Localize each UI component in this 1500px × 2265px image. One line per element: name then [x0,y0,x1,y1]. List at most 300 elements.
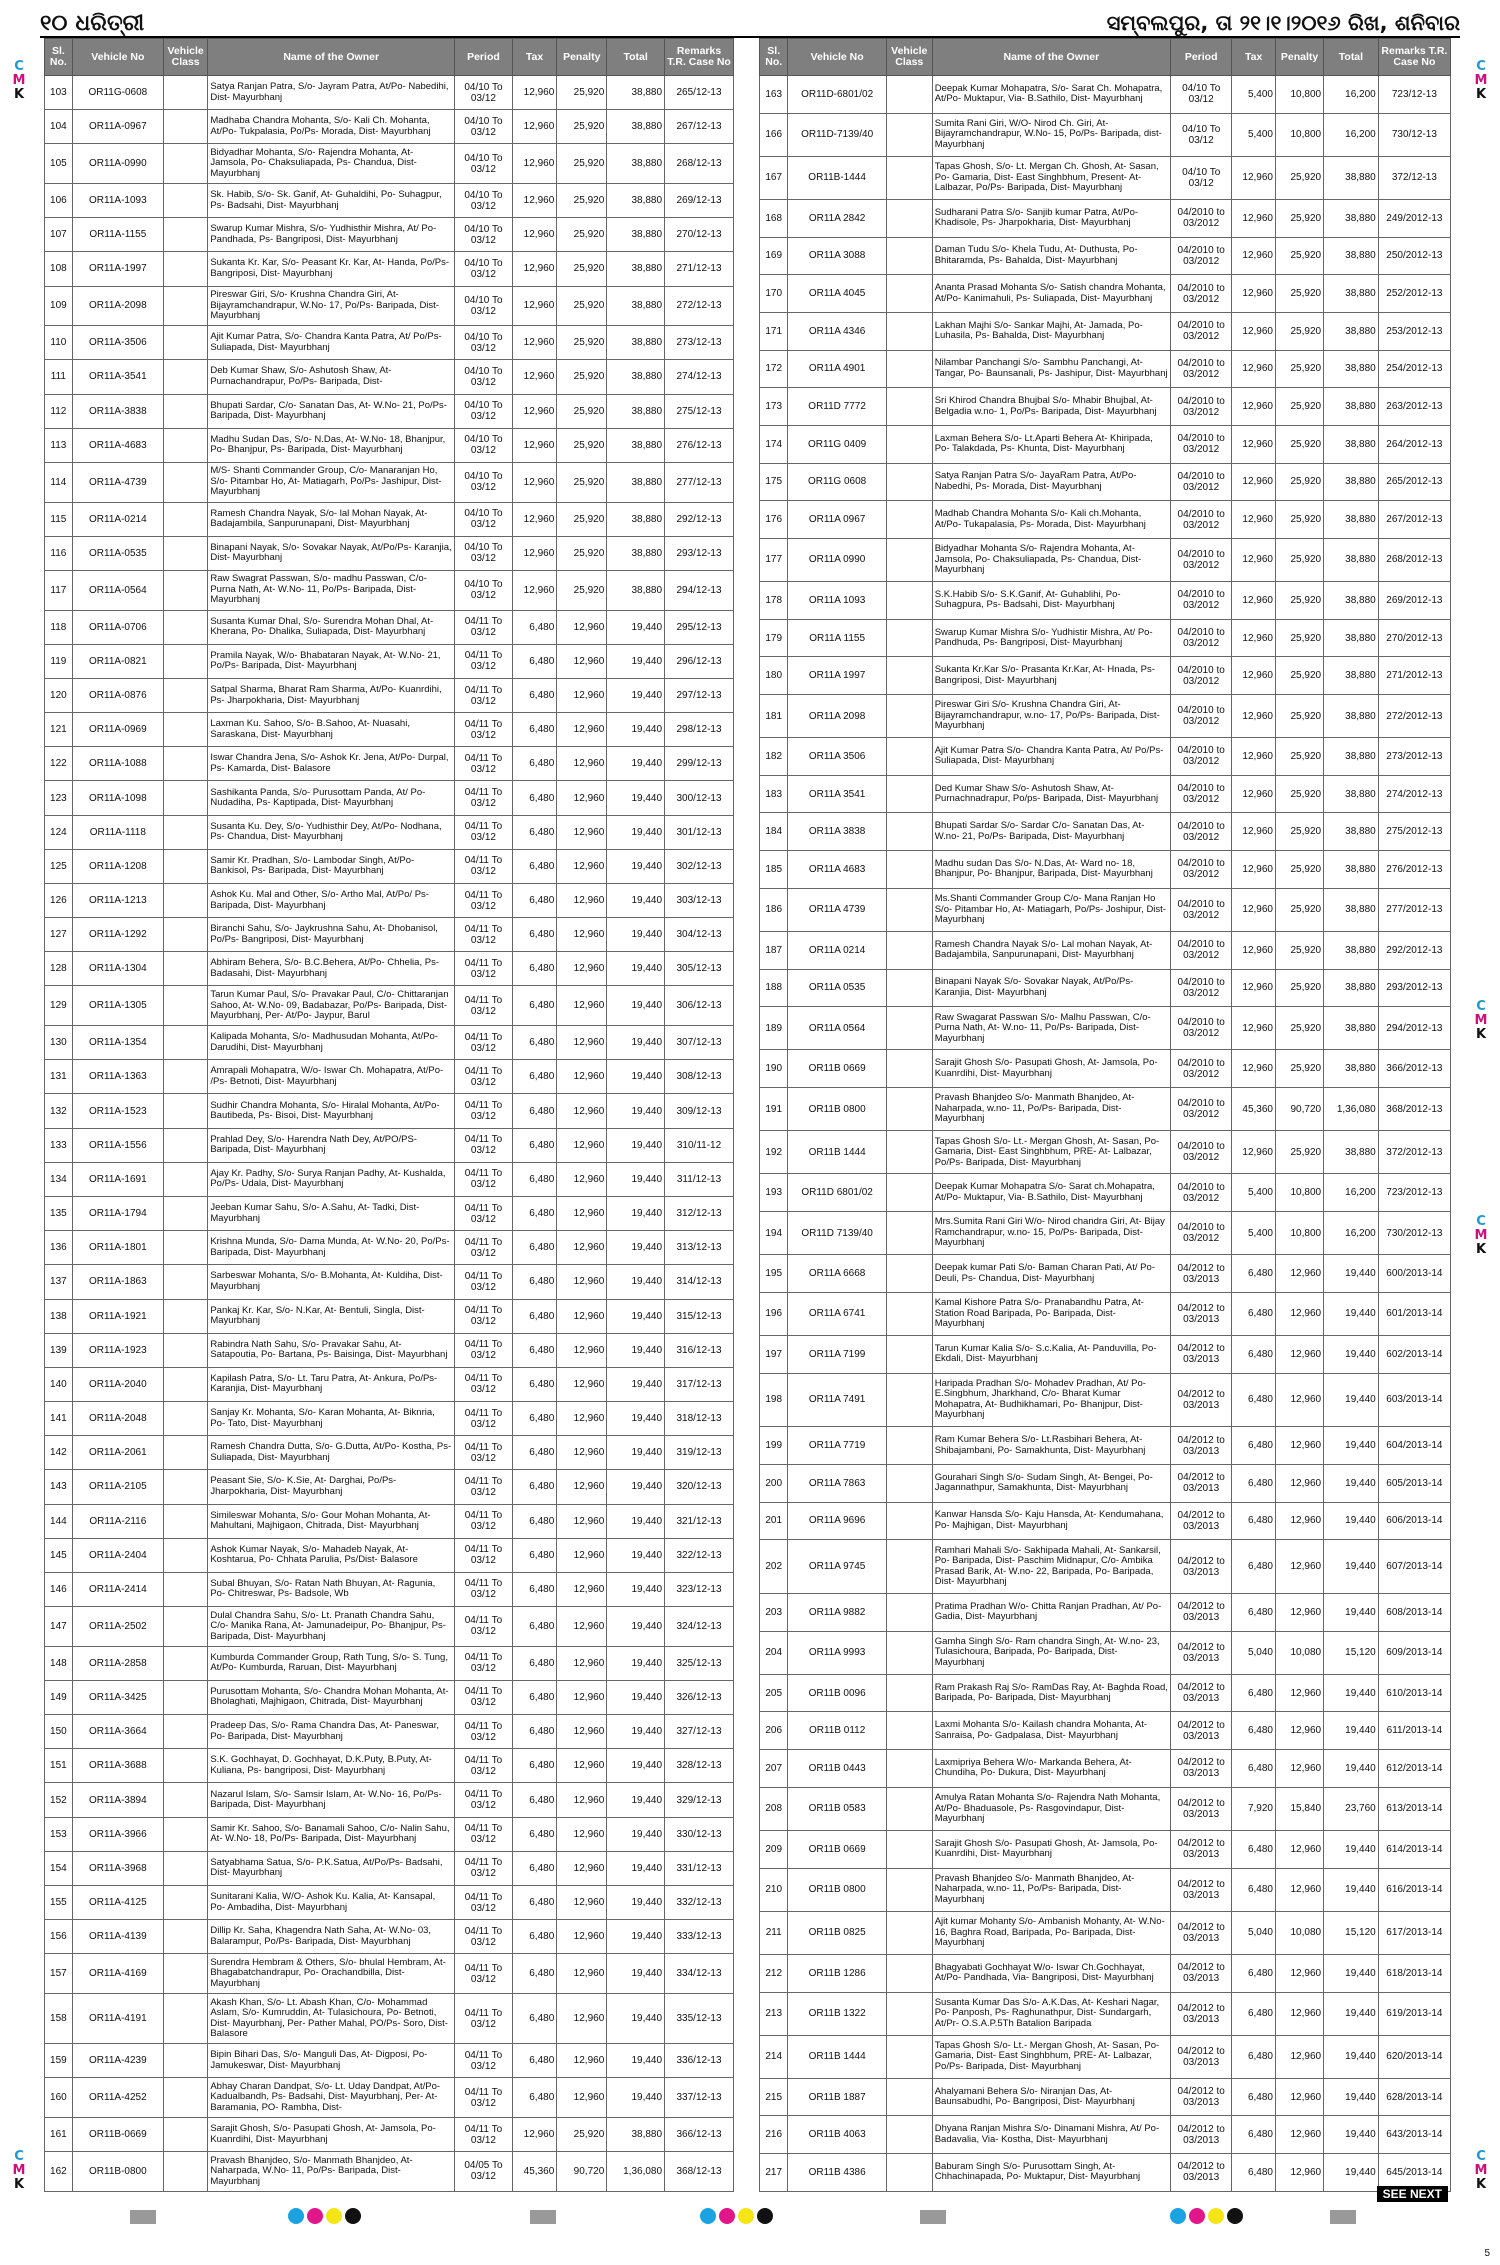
total-cell: 19,440 [1324,1292,1379,1335]
black-dot [1227,2208,1243,2224]
total-cell: 19,440 [607,1026,665,1060]
vehicle-class-cell [886,113,932,156]
period-cell: 04/11 To 03/12 [455,1749,513,1783]
period-cell: 04/2012 to 03/2013 [1171,1631,1232,1674]
sl-no-cell: 216 [760,2116,788,2154]
penalty-cell: 12,960 [1276,1868,1324,1911]
sl-no-cell: 143 [45,1470,73,1504]
remarks-cell: 336/12-13 [665,2044,734,2078]
reg-mark-c: C [14,2149,24,2164]
period-cell: 04/11 To 03/12 [455,1715,513,1749]
tax-cell: 6,480 [512,644,556,678]
table-row [760,2035,1451,2078]
period-cell: 04/11 To 03/12 [455,644,513,678]
sl-no-cell: 157 [45,1954,73,1994]
penalty-cell: 25,920 [1276,1007,1324,1050]
owner-name-cell: Sarajit Ghosh S/o- Pasupati Ghosh, At- Jamsola, Po- Kuanrdihi, Dist- Mayurbhanj [932,1050,1170,1088]
sl-no-cell: 169 [760,237,788,275]
total-cell: 19,440 [607,1470,665,1504]
see-next-label: SEE NEXT [1377,2186,1448,2202]
remarks-cell: 617/2013-14 [1378,1911,1450,1954]
sl-no-cell: 191 [760,1088,788,1131]
column-header: Vehicle Class [886,39,932,76]
owner-name-cell: Sanjay Kr. Mohanta, S/o- Karan Mohanta, At- Biknria, Po- Tato, Dist- Mayurbhanj [208,1402,455,1436]
tax-cell: 6,480 [512,1265,556,1299]
period-cell: 04/10 To 03/12 [455,252,513,286]
sl-no-cell: 108 [45,252,73,286]
period-cell: 04/10 To 03/12 [455,286,513,326]
sl-no-cell: 213 [760,1992,788,2035]
total-cell: 38,880 [1324,931,1379,969]
owner-name-cell: Pravash Bhanjdeo S/o- Manmath Bhanjdeo, At- Naharpada, w.no- 11, Po/Ps- Baripada, Dist- Mayurbhanj [932,1088,1170,1131]
table-row [760,1427,1451,1465]
owner-name-cell: Sudharani Patra S/o- Sanjib kumar Patra, At/Po- Khadisole, Ps- Jharpokharia, Dist- Mayurbhanj [932,199,1170,237]
total-cell: 19,440 [1324,1255,1379,1293]
remarks-cell: 606/2013-14 [1378,1502,1450,1540]
tax-cell: 12,960 [1232,350,1276,388]
vehicle-no-cell: OR11A 9882 [788,1593,886,1631]
sl-no-cell: 107 [45,218,73,252]
vehicle-no-cell: OR11A-0821 [72,644,163,678]
owner-name-cell: Binapani Nayak S/o- Sovakar Nayak, At/Po/Ps- Karanjia, Dist- Mayurbhanj [932,969,1170,1007]
owner-name-cell: Kamal Kishore Patra S/o- Pranabandhu Patra, At- Station Road Baripada, Po- Baripada, Dist- Mayurbhanj [932,1292,1170,1335]
vehicle-class-cell [886,237,932,275]
table-row [45,1538,734,1572]
vehicle-class-cell [886,1255,932,1293]
total-cell: 38,880 [1324,969,1379,1007]
owner-name-cell: S.K.Habib S/o- S.K.Ganif, At- Guhablihi, Po- Suhagpura, Ps- Badsahi, Dist- Mayurbhanj [932,582,1170,620]
column-header: Period [455,39,513,76]
remarks-cell: 723/12-13 [1378,76,1450,114]
remarks-cell: 614/2013-14 [1378,1830,1450,1868]
sl-no-cell: 106 [45,184,73,218]
vehicle-class-cell [163,1162,207,1196]
total-cell: 19,440 [607,1749,665,1783]
total-cell: 19,440 [607,610,665,644]
total-cell: 19,440 [607,1231,665,1265]
remarks-cell: 618/2013-14 [1378,1954,1450,1992]
table-row [45,1607,734,1647]
period-cell: 04/11 To 03/12 [455,1504,513,1538]
remarks-cell: 269/2012-13 [1378,582,1450,620]
sl-no-cell: 179 [760,619,788,657]
table-row [45,849,734,883]
vehicle-class-cell [886,1712,932,1750]
remarks-cell: 331/12-13 [665,1851,734,1885]
vehicle-no-cell: OR11A-1093 [72,184,163,218]
tax-cell: 5,400 [1232,1174,1276,1212]
penalty-cell: 12,960 [1276,1292,1324,1335]
owner-name-cell: Kapilash Patra, S/o- Lt. Taru Patra, At- Ankura, Po/Ps- Karanjia, Dist- Mayurbhanj [208,1367,455,1401]
table-row [760,695,1451,738]
period-cell: 04/10 To 03/12 [1171,113,1232,156]
remarks-cell: 611/2013-14 [1378,1712,1450,1750]
table-row [45,1715,734,1749]
tax-cell: 6,480 [512,1402,556,1436]
remarks-cell: 263/2012-13 [1378,388,1450,426]
period-cell: 04/10 To 03/12 [455,218,513,252]
tax-cell: 6,480 [512,1572,556,1606]
tax-cell: 12,960 [1232,312,1276,350]
table-row [760,931,1451,969]
penalty-cell: 25,920 [1276,657,1324,695]
sl-no-cell: 105 [45,144,73,184]
remarks-cell: 309/12-13 [665,1094,734,1128]
penalty-cell: 12,960 [557,1436,607,1470]
total-cell: 38,880 [1324,738,1379,776]
vehicle-no-cell: OR11A-0969 [72,713,163,747]
vehicle-class-cell [163,252,207,286]
tax-cell: 12,960 [512,462,556,502]
column-header: Name of the Owner [208,39,455,76]
vehicle-no-cell: OR11A-1213 [72,883,163,917]
remarks-cell: 327/12-13 [665,1715,734,1749]
table-row [45,1680,734,1714]
penalty-cell: 25,920 [557,110,607,144]
vehicle-no-cell: OR11A-1363 [72,1060,163,1094]
penalty-cell: 12,960 [557,1265,607,1299]
tax-cell: 6,480 [512,849,556,883]
vehicle-class-cell [886,312,932,350]
remarks-cell: 607/2013-14 [1378,1540,1450,1594]
owner-name-cell: Biranchi Sahu, S/o- Jaykrushna Sahu, At- Dhobanisol, Po/Ps- Bangriposi, Dist- Mayurbhanj [208,918,455,952]
tax-cell: 12,960 [1232,237,1276,275]
remarks-cell: 293/12-13 [665,536,734,570]
period-cell: 04/2012 to 03/2013 [1171,1911,1232,1954]
table-row [760,425,1451,463]
period-cell: 04/2012 to 03/2013 [1171,1373,1232,1427]
sl-no-cell: 125 [45,849,73,883]
vehicle-no-cell: OR11A 9696 [788,1502,886,1540]
total-cell: 38,880 [1324,888,1379,931]
period-cell: 04/10 To 03/12 [455,462,513,502]
sl-no-cell: 196 [760,1292,788,1335]
reg-mark-m: M [1474,2163,1488,2178]
period-cell: 04/2012 to 03/2013 [1171,1830,1232,1868]
penalty-cell: 12,960 [1276,2154,1324,2192]
table-row [760,1540,1451,1594]
vehicle-class-cell [163,1954,207,1994]
vehicle-class-cell [163,849,207,883]
tax-cell: 12,960 [1232,501,1276,539]
tax-cell: 6,480 [512,952,556,986]
vehicle-no-cell: OR11A-2098 [72,286,163,326]
vehicle-no-cell: OR11A-4191 [72,1993,163,2043]
remarks-cell: 254/2012-13 [1378,350,1450,388]
remarks-cell: 306/12-13 [665,986,734,1026]
penalty-cell: 25,920 [557,76,607,110]
table-row [760,1787,1451,1830]
total-cell: 16,200 [1324,76,1379,114]
sl-no-cell: 142 [45,1436,73,1470]
vehicle-no-cell: OR11A-4169 [72,1954,163,1994]
sl-no-cell: 181 [760,695,788,738]
sl-no-cell: 148 [45,1646,73,1680]
table-row [760,1631,1451,1674]
penalty-cell: 25,920 [1276,931,1324,969]
sl-no-cell: 115 [45,502,73,536]
tax-cell: 12,960 [512,286,556,326]
vehicle-class-cell [886,1464,932,1502]
tax-cell: 12,960 [512,252,556,286]
vehicle-no-cell: OR11A-2040 [72,1367,163,1401]
table-row [760,156,1451,199]
owner-name-cell: Bhupati Sardar S/o- Sardar C/o- Sanatan Das, At- W.no- 21, Po/Ps- Baripada, Dist- Mayurbhanj [932,813,1170,851]
vehicle-class-cell [886,1830,932,1868]
vehicle-no-cell: OR11B 0443 [788,1750,886,1788]
tax-cell: 12,960 [512,502,556,536]
total-cell: 15,120 [1324,1631,1379,1674]
penalty-cell: 12,960 [557,1538,607,1572]
sl-no-cell: 163 [760,76,788,114]
total-cell: 38,880 [1324,501,1379,539]
tax-cell: 12,960 [1232,931,1276,969]
tax-cell: 6,480 [512,1851,556,1885]
penalty-cell: 25,920 [1276,969,1324,1007]
penalty-cell: 12,960 [557,2078,607,2118]
vehicle-no-cell: OR11A 9993 [788,1631,886,1674]
vehicle-no-cell: OR11A 7491 [788,1373,886,1427]
table-row [45,1749,734,1783]
registration-marks-right-mid2 [1474,1215,1488,1257]
owner-name-cell: Simileswar Mohanta, S/o- Gour Mohan Mohanta, At- Mahultani, Majhigaon, Chitrada, Dist- Mayurbhanj [208,1504,455,1538]
owner-name-cell: Sk. Habib, S/o- Sk. Ganif, At- Guhaldihi, Po- Suhagpur, Ps- Badsahi, Dist- Mayurbhanj [208,184,455,218]
owner-name-cell: Madhu sudan Das S/o- N.Das, At- Ward no- 18, Bhanjpur, Po- Bhanjpur, Baripada, Dist- Mayurbhanj [932,851,1170,889]
tax-cell: 6,480 [1232,1712,1276,1750]
vehicle-class-cell [163,1367,207,1401]
vehicle-class-cell [163,1538,207,1572]
table-row [45,1026,734,1060]
total-cell: 16,200 [1324,113,1379,156]
sl-no-cell: 116 [45,536,73,570]
table-row [760,538,1451,581]
tax-cell: 6,480 [512,2044,556,2078]
total-cell: 19,440 [607,1094,665,1128]
tax-cell: 6,480 [512,1128,556,1162]
owner-name-cell: Akash Khan, S/o- Lt. Abash Khan, C/o- Mohammad Aslam, S/o- Kumruddin, At- Tulasichoura, Po- Betnoti, Dist- Mayurbhanj, Per- Pather Mahal, PO/Ps- Soro, Dist- Balasore [208,1993,455,2043]
period-cell: 04/2010 to 03/2012 [1171,388,1232,426]
vehicle-no-cell: OR11D 7772 [788,388,886,426]
right-table-body [760,76,1451,2192]
tax-cell: 6,480 [1232,1373,1276,1427]
table-header-row [45,39,734,76]
reg-mark-m: M [1474,1228,1488,1243]
period-cell: 04/10 To 03/12 [455,570,513,610]
penalty-cell: 25,920 [1276,463,1324,501]
owner-name-cell: Tapas Ghosh S/o- Lt.- Mergan Ghosh, At- Sasan, Po- Gamaria, Dist- East Singhbhum, PRE- At- Lalbazar, Po/Ps- Baripada, Dist- Mayurbhanj [932,2035,1170,2078]
owner-name-cell: Tarun Kumar Paul, S/o- Pravakar Paul, C/o- Chittaranjan Sahoo, At- W.No- 09, Badabazar, Po/Ps- Baripada, Dist- Mayurbhanj, Per- At/Po- Jaypur, Barul [208,986,455,1026]
tax-cell: 6,480 [1232,2035,1276,2078]
table-row [760,1750,1451,1788]
tax-cell: 6,480 [1232,1954,1276,1992]
remarks-cell: 265/12-13 [665,76,734,110]
vehicle-no-cell: OR11A-1794 [72,1197,163,1231]
column-header: Penalty [557,39,607,76]
vehicle-class-cell [163,1715,207,1749]
total-cell: 19,440 [1324,1992,1379,2035]
total-cell: 38,880 [607,144,665,184]
remarks-cell: 334/12-13 [665,1954,734,1994]
total-cell: 38,880 [1324,851,1379,889]
table-row [45,326,734,360]
penalty-cell: 12,960 [557,1197,607,1231]
remarks-cell: 372/12-13 [1378,156,1450,199]
penalty-cell: 25,920 [557,428,607,462]
vehicle-class-cell [886,1631,932,1674]
sl-no-cell: 217 [760,2154,788,2192]
vehicle-class-cell [163,1817,207,1851]
penalty-cell: 25,920 [1276,775,1324,813]
vehicle-no-cell: OR11A 0967 [788,501,886,539]
sl-no-cell: 174 [760,425,788,463]
remarks-cell: 317/12-13 [665,1367,734,1401]
period-cell: 04/11 To 03/12 [455,713,513,747]
total-cell: 19,440 [1324,1712,1379,1750]
vehicle-no-cell: OR11A-4739 [72,462,163,502]
owner-name-cell: Krishna Munda, S/o- Dama Munda, At- W.No- 20, Po/Ps- Baripada, Dist- Mayurbhanj [208,1231,455,1265]
total-cell: 38,880 [1324,582,1379,620]
total-cell: 19,440 [607,1197,665,1231]
total-cell: 38,880 [1324,1007,1379,1050]
owner-name-cell: Daman Tudu S/o- Khela Tudu, At- Duthusta, Po- Bhitaramda, Ps- Bahalda, Dist- Mayurbhanj [932,237,1170,275]
penalty-cell: 10,800 [1276,1174,1324,1212]
table-row [760,388,1451,426]
sl-no-cell: 127 [45,918,73,952]
period-cell: 04/10 To 03/12 [455,326,513,360]
vehicle-class-cell [163,2117,207,2151]
remarks-cell: 312/12-13 [665,1197,734,1231]
grey-swatch [130,2210,156,2224]
remarks-cell: 608/2013-14 [1378,1593,1450,1631]
owner-name-cell: Raw Swagarat Passwan S/o- Malhu Passwan, C/o- Purna Nath, At- W.no- 11, Po/Ps- Baripada, Dist- Mayurbhanj [932,1007,1170,1050]
magenta-dot [719,2208,735,2224]
total-cell: 19,440 [1324,2078,1379,2116]
total-cell: 19,440 [1324,2154,1379,2192]
owner-name-cell: Baburam Singh S/o- Purusottam Singh, At- Chhachinapada, Po- Muktapur, Dist- Mayurbhanj [932,2154,1170,2192]
total-cell: 38,880 [607,462,665,502]
vehicle-class-cell [163,644,207,678]
penalty-cell: 10,800 [1276,1212,1324,1255]
table-row [45,502,734,536]
sl-no-cell: 112 [45,394,73,428]
tax-cell: 12,960 [1232,969,1276,1007]
penalty-cell: 12,960 [557,610,607,644]
owner-name-cell: Satya Ranjan Patra, S/o- Jayram Patra, At/Po- Nabedihi, Dist- Mayurbhanj [208,76,455,110]
table-row [45,1402,734,1436]
table-row [760,1007,1451,1050]
column-header: Period [1171,39,1232,76]
penalty-cell: 12,960 [1276,1336,1324,1374]
period-cell: 04/2010 to 03/2012 [1171,237,1232,275]
period-cell: 04/11 To 03/12 [455,1333,513,1367]
magenta-dot [1189,2208,1205,2224]
vehicle-no-cell: OR11A 1997 [788,657,886,695]
tax-cell: 6,480 [512,918,556,952]
vehicle-class-cell [886,619,932,657]
sl-no-cell: 126 [45,883,73,917]
table-row [45,713,734,747]
tax-cell: 6,480 [512,1680,556,1714]
vehicle-no-cell: OR11A 4683 [788,851,886,889]
remarks-cell: 297/12-13 [665,678,734,712]
remarks-cell: 269/12-13 [665,184,734,218]
magenta-dot [307,2208,323,2224]
vehicle-no-cell: OR11G-0608 [72,76,163,110]
total-cell: 19,440 [607,1920,665,1954]
period-cell: 04/10 To 03/12 [1171,76,1232,114]
sl-no-cell: 201 [760,1502,788,1540]
owner-name-cell: Ramhari Mahali S/o- Sakhipada Mahali, At- Sankarsil, Po- Baripada, Dist- Paschim Midnapur, C/o- Ambika Prasad Barik, At- W.no- 22, Baripada, Po- Baripada, Dist- Mayurbhanj [932,1540,1170,1594]
vehicle-no-cell: OR11A-4683 [72,428,163,462]
total-cell: 38,880 [1324,619,1379,657]
vehicle-no-cell: OR11A-1556 [72,1128,163,1162]
owner-name-cell: Purusottam Mohanta, S/o- Chandra Mohan Mohanta, At- Bholaghati, Majhigaon, Chitrada, Dist- Mayurbhanj [208,1680,455,1714]
tax-cell: 12,960 [1232,582,1276,620]
sl-no-cell: 189 [760,1007,788,1050]
remarks-cell: 616/2013-14 [1378,1868,1450,1911]
tax-cell: 6,480 [512,1920,556,1954]
vehicle-class-cell [163,502,207,536]
period-cell: 04/2010 to 03/2012 [1171,695,1232,738]
table-row [45,1470,734,1504]
total-cell: 38,880 [1324,538,1379,581]
vehicle-class-cell [163,2044,207,2078]
table-row [45,570,734,610]
remarks-cell: 274/2012-13 [1378,775,1450,813]
vehicle-class-cell [886,156,932,199]
owner-name-cell: Laxmi Mohanta S/o- Kailash chandra Mohanta, At- Sanraisa, Po- Gadpalasa, Dist- Mayurbhanj [932,1712,1170,1750]
penalty-cell: 25,920 [557,462,607,502]
vehicle-class-cell [163,1885,207,1919]
table-row [760,1954,1451,1992]
owner-name-cell: Ram Prakash Raj S/o- RamDas Ray, At- Baghda Road, Baripada, Po- Baripada, Dist- Mayurbhanj [932,1674,1170,1712]
reg-mark-k: K [1475,2177,1487,2192]
sl-no-cell: 204 [760,1631,788,1674]
tax-cell: 6,480 [512,1885,556,1919]
total-cell: 38,880 [1324,425,1379,463]
tax-cell: 6,480 [512,1333,556,1367]
table-row [760,1830,1451,1868]
remarks-cell: 292/2012-13 [1378,931,1450,969]
sl-no-cell: 202 [760,1540,788,1594]
owner-name-cell: Abhay Charan Dandpat, S/o- Lt. Uday Dandpat, At/Po- Kadualbandh, Ps- Badsahi, Dist- Mayurbhanj, Per- At- Baramania, PO- Rambha, Dist- [208,2078,455,2118]
period-cell: 04/11 To 03/12 [455,1538,513,1572]
sl-no-cell: 120 [45,678,73,712]
tax-cell: 6,480 [512,678,556,712]
remarks-cell: 294/12-13 [665,570,734,610]
period-cell: 04/10 To 03/12 [455,536,513,570]
period-cell: 04/11 To 03/12 [455,1885,513,1919]
tax-cell: 6,480 [512,986,556,1026]
newspaper-brand: ଧରିତ୍ରୀ [75,10,145,36]
sl-no-cell: 118 [45,610,73,644]
owner-name-cell: Tapas Ghosh, S/o- Lt. Mergan Ch. Ghosh, At- Sasan, Po- Gamaria, Dist- East Singhbhum, Present- At- Lalbazar, Po/Ps- Baripada, Dist- Mayurbhanj [932,156,1170,199]
vehicle-class-cell [163,678,207,712]
total-cell: 38,880 [607,286,665,326]
vehicle-no-cell: OR11A-2105 [72,1470,163,1504]
vehicle-no-cell: OR11B 0096 [788,1674,886,1712]
tax-cell: 6,480 [512,2078,556,2118]
tax-cell: 6,480 [512,713,556,747]
table-row [760,501,1451,539]
vehicle-class-cell [163,218,207,252]
remarks-cell: 368/12-13 [665,2152,734,2192]
remarks-cell: 319/12-13 [665,1436,734,1470]
penalty-cell: 25,920 [1276,199,1324,237]
penalty-cell: 25,920 [1276,501,1324,539]
tax-cell: 6,480 [1232,1830,1276,1868]
tax-cell: 12,960 [1232,738,1276,776]
